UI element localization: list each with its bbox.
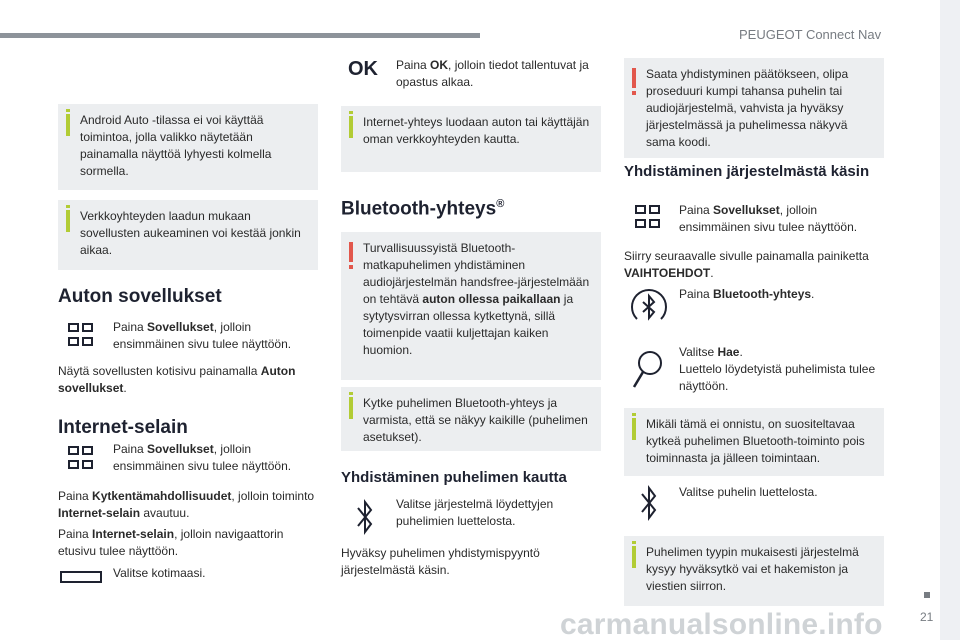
warning-text: Saata yhdistyminen päätökseen, olipa proseduuri kumpi tahansa puhelin tai audiojärjestelmä, vahvista ja hyväksy järjestelmässä ja puhelimessa näkyvä sama koodi. <box>646 67 849 149</box>
browser-open-paragraph: Paina Internet-selain, jolloin navigaattorin etusivu tulee näyttöön. <box>58 527 284 558</box>
info-icon <box>349 116 353 138</box>
select-country-text: Valitse kotimaasi. <box>113 566 206 580</box>
bluetooth-instruction: Paina Bluetooth-yhteys. <box>679 287 815 301</box>
note-text: Puhelimen tyypin mukaisesti järjestelmä kysyy hyväksytkö vai et hakemiston ja viestien siirron. <box>646 545 859 593</box>
select-bar-icon <box>60 571 102 583</box>
header-bar <box>0 33 480 38</box>
heading-manual-pairing: Yhdistäminen järjestelmästä käsin <box>624 163 870 180</box>
info-note-retry <box>624 408 884 476</box>
browser-apps-instruction: Paina Sovellukset, jolloin ensimmäinen sivu tulee näyttöön. <box>113 442 292 473</box>
apps-instruction: Paina Sovellukset, jolloin ensimmäinen sivu tulee näyttöön. <box>113 320 292 351</box>
page-number: 21 <box>920 610 934 624</box>
apps-homepage-paragraph: Näytä sovellusten kotisivu painamalla Auton sovellukset. <box>58 364 296 395</box>
note-text: Internet-yhteys luodaan auton tai käyttäjän oman verkkoyhteyden kautta. <box>363 115 590 146</box>
note-text: Mikäli tämä ei onnistu, on suositeltavaa kytkeä puhelimen Bluetooth-toiminto pois toiminnasta ja jälleen toimintaan. <box>646 417 865 465</box>
phone-select-instruction: Valitse järjestelmä löydettyjen puhelimien luettelosta. <box>396 497 554 528</box>
phone-accept-paragraph: Hyväksy puhelimen yhdistymispyyntö järjestelmästä käsin. <box>341 546 540 577</box>
warning-note-code <box>624 58 884 158</box>
search-icon <box>632 350 664 390</box>
heading-internet-selain: Internet-selain <box>58 417 188 438</box>
warning-icon <box>349 242 353 262</box>
page-dot-marker <box>924 592 930 598</box>
note-text: Kytke puhelimen Bluetooth-yhteys ja varmista, että se näkyy kaikille (puhelimen asetukset). <box>363 396 588 444</box>
heading-bluetooth: Bluetooth-yhteys® <box>341 198 505 220</box>
note-text: Verkkoyhteyden laadun mukaan sovellusten aukeaminen voi kestää jonkin aikaa. <box>80 209 301 257</box>
info-icon <box>349 397 353 419</box>
ok-instruction: Paina OK, jolloin tiedot tallentuvat ja opastus alkaa. <box>396 58 589 89</box>
apps-grid-icon <box>68 446 94 472</box>
bluetooth-icon <box>356 498 374 536</box>
warning-note-safety <box>341 232 601 380</box>
info-icon <box>66 210 70 232</box>
apps-grid-icon <box>68 323 94 349</box>
heading-phone-pairing: Yhdistäminen puhelimen kautta <box>341 469 567 486</box>
search-instruction: Valitse Hae. Luettelo löydetyistä puhelimista tulee näyttöön. <box>679 345 876 393</box>
apps-grid-icon <box>635 205 661 231</box>
info-icon <box>66 114 70 136</box>
info-note-android-auto <box>58 104 318 190</box>
warning-icon <box>632 68 636 88</box>
manual-options-paragraph: Siirry seuraavalle sivulle painamalla painiketta VAIHTOEHDOT. <box>624 249 869 280</box>
header-title: PEUGEOT Connect Nav <box>739 27 882 42</box>
ok-icon: OK <box>348 58 378 80</box>
note-text: Android Auto -tilassa ei voi käyttää toimintoa, jolla valikko näytetään painamalla näyttöä lyhyesti kolmella sormella. <box>80 113 272 178</box>
manual-apps-instruction: Paina Sovellukset, jolloin ensimmäinen sivu tulee näyttöön. <box>679 203 858 234</box>
info-note-internet <box>341 106 601 172</box>
page-edge-strip <box>940 0 960 640</box>
warning-text: Turvallisuussyistä Bluetooth-matkapuhelimen yhdistäminen audiojärjestelmän handsfree-järjestelmään on tehtävä auton ollessa paikallaan ja sytytysvirran ollessa kytkettynä, sillä toimenpide vaatii kuljettajan kaiken huomion. <box>363 241 590 357</box>
info-icon <box>632 418 636 440</box>
watermark: carmanualsonline.info <box>560 608 883 640</box>
info-note-network <box>58 200 318 270</box>
info-note-bluetooth-visible <box>341 387 601 451</box>
info-icon <box>632 546 636 568</box>
info-note-phone-type <box>624 536 884 606</box>
select-phone-instruction: Valitse puhelin luettelosta. <box>679 485 818 499</box>
bluetooth-circle-icon <box>628 286 670 328</box>
bluetooth-icon <box>640 484 658 522</box>
browser-connectivity-paragraph: Paina Kytkentämahdollisuudet, jolloin toiminto Internet-selain avautuu. <box>58 489 315 520</box>
heading-auton-sovellukset: Auton sovellukset <box>58 286 222 307</box>
